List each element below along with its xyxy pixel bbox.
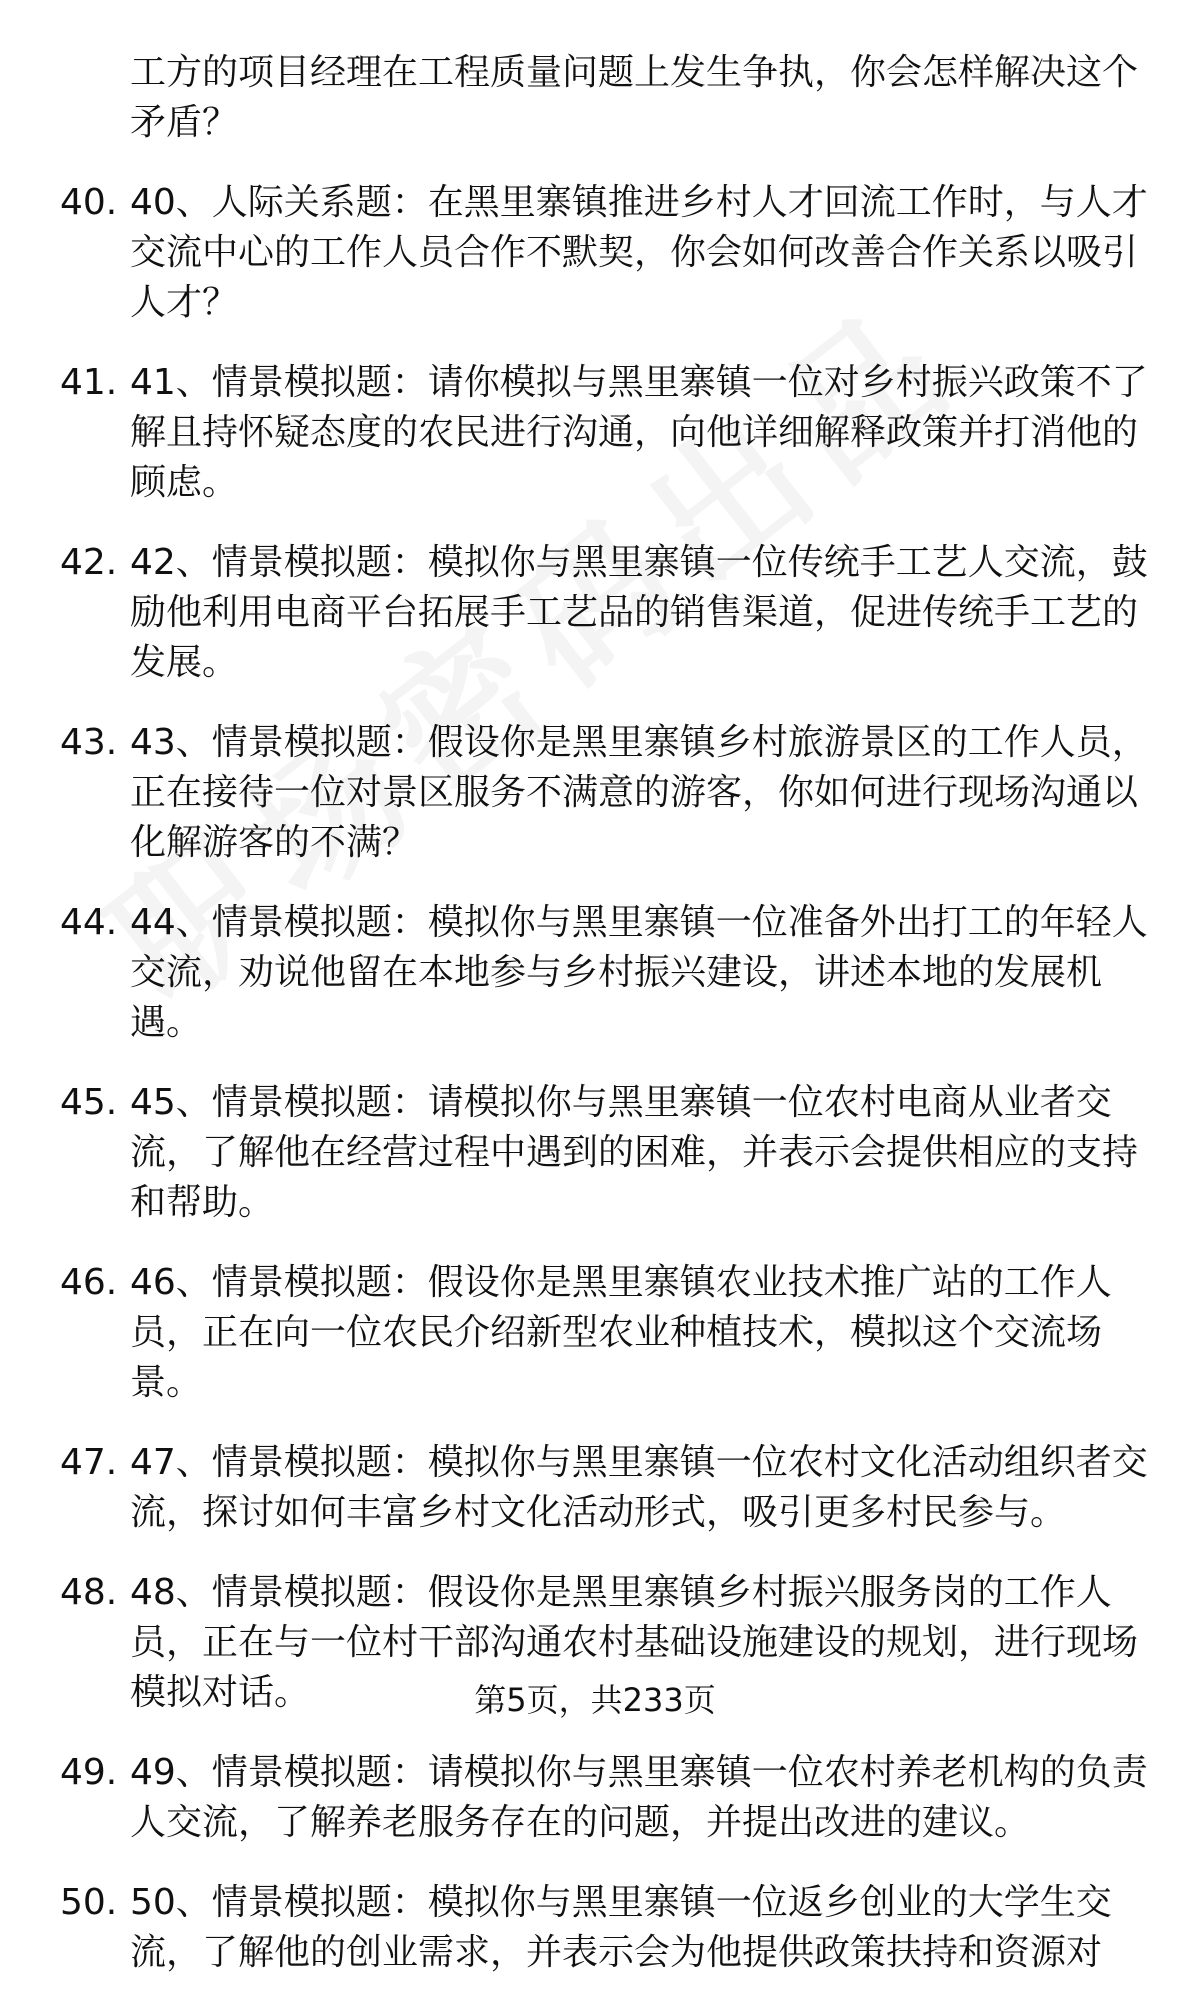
item-text: 41、情景模拟题：请你模拟与黑里寨镇一位对乡村振兴政策不了解且持怀疑态度的农民进行沟通，向他详细解释政策并打消他的顾虑。 [130,362,1148,503]
item-number: 41. [60,362,118,403]
item-text: 50、情景模拟题：模拟你与黑里寨镇一位返乡创业的大学生交流，了解他的创业需求，并表示会为他提供政策扶持和资源对 [130,1882,1112,1973]
item-text: 42、情景模拟题：模拟你与黑里寨镇一位传统手工艺人交流，鼓励他利用电商平台拓展手工艺品的销售渠道，促进传统手工艺的发展。 [130,542,1148,683]
list-item-40 [60,178,1150,328]
page-footer: 第5页，共233页 [474,1681,716,1719]
item-number: 46. [60,1262,118,1303]
list-item-42 [60,538,1150,688]
continuation-text: 工方的项目经理在工程质量问题上发生争执，你会怎样解决这个矛盾？ [130,52,1139,143]
list-item-45 [60,1078,1150,1228]
item-number: 50. [60,1882,118,1923]
item-text: 47、情景模拟题：模拟你与黑里寨镇一位农村文化活动组织者交流，探讨如何丰富乡村文化活动形式，吸引更多村民参与。 [130,1442,1148,1533]
item-number: 45. [60,1082,118,1123]
item-number: 40. [60,182,118,223]
list-item-46 [60,1258,1150,1408]
list-item-50 [60,1878,1150,1978]
list-item-44 [60,898,1150,1048]
item-number: 43. [60,722,118,763]
list-item-41 [60,358,1150,508]
item-number: 42. [60,542,118,583]
list-item-47 [60,1438,1150,1538]
item-number: 44. [60,902,118,943]
item-number: 49. [60,1752,118,1793]
item-text: 45、情景模拟题：请模拟你与黑里寨镇一位农村电商从业者交流，了解他在经营过程中遇到的困难，并表示会提供相应的支持和帮助。 [130,1082,1139,1223]
item-number: 48. [60,1572,118,1613]
list-item-49 [60,1748,1150,1848]
item-text: 44、情景模拟题：模拟你与黑里寨镇一位准备外出打工的年轻人交流，劝说他留在本地参与乡村振兴建设，讲述本地的发展机遇。 [130,902,1148,1043]
item-text: 49、情景模拟题：请模拟你与黑里寨镇一位农村养老机构的负责人交流，了解养老服务存在的问题，并提出改进的建议。 [130,1752,1148,1843]
item-text: 40、人际关系题：在黑里寨镇推进乡村人才回流工作时，与人才交流中心的工作人员合作不默契，你会如何改善合作关系以吸引人才？ [130,182,1148,323]
item-text: 48、情景模拟题：假设你是黑里寨镇乡村振兴服务岗的工作人员，正在与一位村干部沟通农村基础设施建设的规划，进行现场模拟对话。 [130,1572,1139,1713]
item-text: 46、情景模拟题：假设你是黑里寨镇农业技术推广站的工作人员，正在向一位农民介绍新型农业种植技术，模拟这个交流场景。 [130,1262,1112,1403]
list-item-43 [60,718,1150,868]
item-number: 47. [60,1442,118,1483]
item-text: 43、情景模拟题：假设你是黑里寨镇乡村旅游景区的工作人员，正在接待一位对景区服务不满意的游客，你如何进行现场沟通以化解游客的不满？ [130,722,1148,863]
